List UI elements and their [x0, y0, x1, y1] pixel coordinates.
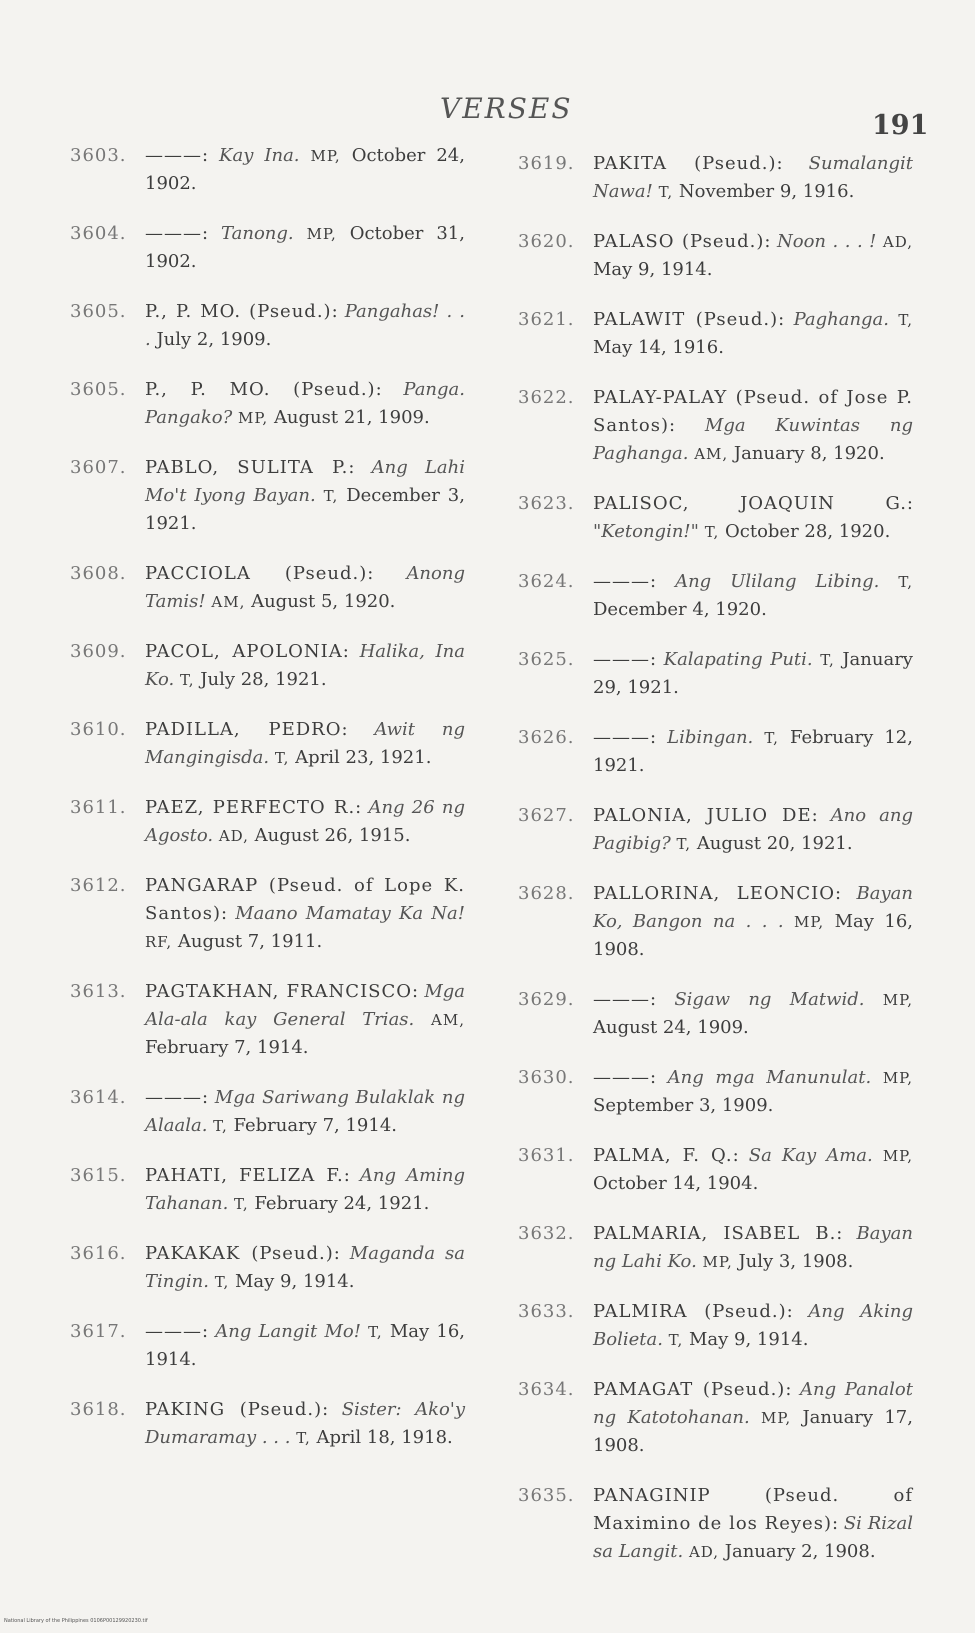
entry-number: 3622. — [518, 387, 575, 408]
entry-title: Pangahas! . . . — [145, 301, 465, 350]
bibliography-entry — [55, 638, 465, 694]
entry-author: P., P. MO. (Pseud.) — [145, 379, 376, 400]
entry-author: ——— — [593, 727, 650, 748]
entry-title: Halika, Ina Ko. — [145, 641, 465, 690]
entry-date: February 7, 1914. — [233, 1115, 398, 1136]
left-column — [55, 142, 465, 1474]
entry-source: T, — [296, 1429, 311, 1447]
entry-date: August 24, 1909. — [593, 1017, 749, 1038]
entry-separator: : — [342, 641, 360, 662]
entry-separator: : — [375, 379, 404, 400]
entry-author: ——— — [593, 989, 650, 1010]
entry-source: T, — [676, 835, 692, 853]
entry-separator: : — [776, 153, 809, 174]
entry-separator: : — [331, 301, 345, 322]
entry-author: PALAWIT (Pseud.) — [593, 309, 779, 330]
entry-author: PALLORINA, LEONCIO — [593, 883, 835, 904]
entry-source: RF, — [145, 933, 173, 951]
entry-number: 3610. — [70, 719, 127, 740]
entry-separator: : — [831, 1513, 844, 1534]
bibliography-entry — [503, 802, 913, 858]
entry-title: Ang Ulilang Libing. — [675, 571, 880, 592]
bibliography-entry — [55, 1318, 465, 1374]
entry-title: Awit ng Mangingisda. — [145, 719, 465, 768]
entry-author: PANGARAP (Pseud. of Lope K. Santos) — [145, 875, 465, 924]
bibliography-entry — [503, 1220, 913, 1276]
entry-date: April 23, 1921. — [295, 747, 432, 768]
entry-author: ——— — [593, 649, 650, 670]
entry-number: 3618. — [70, 1399, 127, 1420]
entry-title: Ang 26 ng Agosto. — [145, 797, 465, 846]
entry-number: 3612. — [70, 875, 127, 896]
entry-number: 3630. — [518, 1067, 575, 1088]
entry-number: 3604. — [70, 223, 127, 244]
right-column — [503, 150, 913, 1588]
entry-title: Mga Kuwintas ng Paghanga. — [593, 415, 913, 464]
entry-title: Sigaw ng Matwid. — [674, 989, 865, 1010]
entry-source: MP, — [306, 225, 337, 243]
bibliography-entry — [55, 1084, 465, 1140]
entry-source: T, — [214, 1273, 230, 1291]
entry-separator: : — [202, 1087, 215, 1108]
entry-separator: : — [650, 989, 675, 1010]
entry-number: 3615. — [70, 1165, 127, 1186]
entry-date: January 2, 1908. — [724, 1541, 876, 1562]
entry-date: July 28, 1921. — [200, 669, 327, 690]
entry-title: Libingan. — [667, 727, 754, 748]
entry-source: MP, — [882, 991, 913, 1009]
entry-number: 3625. — [518, 649, 575, 670]
entry-title: Anong Tamis! — [145, 563, 465, 612]
entry-author: PAKING (Pseud.) — [145, 1399, 323, 1420]
entry-author: PACCIOLA (Pseud.) — [145, 563, 368, 584]
entry-number: 3628. — [518, 883, 575, 904]
bibliography-entry — [503, 228, 913, 284]
entry-title: Tanong. — [221, 223, 294, 244]
entry-title: Ang Aking Bolieta. — [593, 1301, 913, 1350]
bibliography-entry — [503, 880, 913, 964]
entry-author: PANAGINIP (Pseud. of Maximino de los Reyes) — [593, 1485, 913, 1534]
entry-author: P., P. MO. (Pseud.) — [145, 301, 332, 322]
entry-date: July 3, 1908. — [738, 1251, 854, 1272]
entry-source: MP, — [310, 147, 341, 165]
entry-number: 3634. — [518, 1379, 575, 1400]
entry-title: Maganda sa Tingin. — [145, 1243, 465, 1292]
entry-date: May 16, 1914. — [145, 1321, 465, 1370]
entry-title: Paghanga. — [793, 309, 890, 330]
entry-author: PALISOC, JOAQUIN G. — [593, 493, 907, 514]
entry-number: 3608. — [70, 563, 127, 584]
entry-title: Ang Aming Tahanan. — [145, 1165, 466, 1214]
entry-separator: : — [650, 571, 676, 592]
entry-source: T, — [658, 183, 674, 201]
entry-separator: : — [412, 981, 425, 1002]
entry-date: May 16, 1908. — [593, 911, 913, 960]
entry-number: 3635. — [518, 1485, 575, 1506]
entry-title: Si Rizal sa Langit. — [593, 1513, 913, 1562]
entry-number: 3621. — [518, 309, 575, 330]
bibliography-entry — [55, 142, 465, 198]
entry-date: October 28, 1920. — [725, 521, 891, 542]
entry-source: T, — [213, 1117, 228, 1135]
bibliography-entry — [503, 490, 913, 546]
entry-title: Kalapating Puti. — [663, 649, 813, 670]
entry-number: 3617. — [70, 1321, 127, 1342]
entry-source: T, — [179, 671, 195, 689]
entry-title: Bayan Ko, Bangon na . . . — [593, 883, 913, 932]
bibliography-entry — [55, 716, 465, 772]
entry-title: Bayan ng Lahi Ko. — [593, 1223, 913, 1272]
entry-number: 3632. — [518, 1223, 575, 1244]
bibliography-entry — [55, 376, 465, 432]
bibliography-entry — [55, 560, 465, 616]
entry-source: T, — [704, 523, 720, 541]
entry-author: PAEZ, PERFECTO R. — [145, 797, 356, 818]
entry-number: 3623. — [518, 493, 575, 514]
entry-source: MP, — [760, 1409, 792, 1427]
bibliography-entry — [503, 724, 913, 780]
entry-date: October 24, 1902. — [145, 145, 465, 194]
entry-separator: : — [355, 797, 369, 818]
entry-number: 3616. — [70, 1243, 127, 1264]
bibliography-entry — [503, 568, 913, 624]
entry-separator: : — [650, 649, 664, 670]
bibliography-entry — [503, 1482, 913, 1566]
entry-title: Ano ang Pagibig? — [593, 805, 913, 854]
entry-date: February 24, 1921. — [254, 1193, 430, 1214]
entry-source: AM, — [431, 1011, 465, 1029]
entry-author: PALMA, F. Q. — [593, 1145, 733, 1166]
entry-separator: : — [669, 415, 705, 436]
entry-source: T, — [234, 1195, 249, 1213]
entry-date: May 9, 1914. — [593, 259, 713, 280]
bibliography-entry — [55, 454, 465, 538]
entry-number: 3605. — [70, 379, 127, 400]
entry-date: August 21, 1909. — [273, 407, 430, 428]
entry-date: October 31, 1902. — [145, 223, 465, 272]
entry-separator: : — [341, 719, 375, 740]
entry-date: May 9, 1914. — [688, 1329, 809, 1350]
entry-title: Ang Langit Mo! — [215, 1321, 361, 1342]
entry-number: 3605. — [70, 301, 127, 322]
bibliography-entry — [55, 872, 465, 956]
entry-author: ——— — [145, 1087, 202, 1108]
entry-number: 3619. — [518, 153, 575, 174]
entry-title: Mga Ala-ala kay General Trias. — [145, 981, 465, 1030]
entry-source: AD, — [882, 233, 913, 251]
entry-source: MP, — [882, 1069, 913, 1087]
entry-author: ——— — [145, 223, 202, 244]
entry-number: 3620. — [518, 231, 575, 252]
entry-source: MP, — [238, 409, 269, 427]
entry-number: 3633. — [518, 1301, 575, 1322]
entry-date: August 7, 1911. — [177, 931, 323, 952]
entry-separator: : — [764, 231, 777, 252]
page-number: 191 — [872, 110, 929, 141]
bibliography-entry — [503, 1376, 913, 1460]
entry-title: Kay Ina. — [219, 145, 300, 166]
entry-author: PALMARIA, ISABEL B. — [593, 1223, 837, 1244]
entry-separator: : — [906, 493, 913, 514]
entry-date: October 14, 1904. — [593, 1173, 759, 1194]
entry-date: July 2, 1909. — [156, 329, 272, 350]
entry-title: "Ketongin!" — [593, 521, 699, 542]
entry-title: Mga Sariwang Bulaklak ng Alaala. — [145, 1087, 465, 1136]
entry-source: T, — [368, 1323, 383, 1341]
entry-source: AD, — [218, 827, 249, 845]
entry-author: ——— — [593, 1067, 650, 1088]
entry-date: November 9, 1916. — [678, 181, 855, 202]
entry-separator: : — [333, 1243, 350, 1264]
entry-source: MP, — [882, 1147, 913, 1165]
entry-source: AM, — [694, 445, 729, 463]
entry-number: 3631. — [518, 1145, 575, 1166]
entry-source: T, — [274, 749, 290, 767]
entry-date: January 8, 1920. — [733, 443, 885, 464]
entry-separator: : — [202, 223, 222, 244]
entry-number: 3627. — [518, 805, 575, 826]
entry-separator: : — [785, 1379, 801, 1400]
entry-title: Sa Kay Ama. — [748, 1145, 873, 1166]
entry-separator: : — [322, 1399, 342, 1420]
entry-author: PAHATI, FELIZA F. — [145, 1165, 344, 1186]
entry-number: 3609. — [70, 641, 127, 662]
bibliography-entry — [55, 794, 465, 850]
entry-author: PAKAKAK (Pseud.) — [145, 1243, 334, 1264]
entry-date: August 26, 1915. — [254, 825, 411, 846]
entry-title: Ang mga Manunulat. — [667, 1067, 872, 1088]
entry-title: Maano Mamatay Ka Na! — [235, 903, 465, 924]
entry-date: April 18, 1918. — [316, 1427, 453, 1448]
bibliography-entry — [503, 384, 913, 468]
entry-number: 3624. — [518, 571, 575, 592]
entry-author: PACOL, APOLONIA — [145, 641, 343, 662]
entry-author: PADILLA, PEDRO — [145, 719, 342, 740]
bibliography-entry — [503, 1064, 913, 1120]
entry-date: January 29, 1921. — [593, 649, 913, 698]
entry-number: 3626. — [518, 727, 575, 748]
entry-source: T, — [323, 487, 339, 505]
entry-author: ——— — [593, 571, 650, 592]
entry-number: 3603. — [70, 145, 127, 166]
entry-date: January 17, 1908. — [593, 1407, 913, 1456]
entry-separator: : — [348, 457, 372, 478]
entry-date: September 3, 1909. — [593, 1095, 774, 1116]
bibliography-entry — [55, 1396, 465, 1452]
entry-author: ——— — [145, 1321, 202, 1342]
entry-date: February 12, 1921. — [593, 727, 913, 776]
bibliography-entry — [503, 1298, 913, 1354]
bibliography-entry — [55, 220, 465, 276]
entry-source: MP, — [702, 1253, 733, 1271]
bibliography-entry — [55, 298, 465, 354]
entry-separator: : — [732, 1145, 749, 1166]
entry-author: PALONIA, JULIO DE — [593, 805, 812, 826]
entry-author: PABLO, SULITA P. — [145, 457, 349, 478]
entry-source: T, — [898, 311, 913, 329]
entry-number: 3614. — [70, 1087, 127, 1108]
entry-separator: : — [202, 145, 220, 166]
entry-title: Ang Lahi Mo't Iyong Bayan. — [145, 457, 466, 506]
entry-author: PAKITA (Pseud.) — [593, 153, 777, 174]
entry-number: 3613. — [70, 981, 127, 1002]
entry-separator: : — [367, 563, 407, 584]
entry-date: December 4, 1920. — [593, 599, 767, 620]
bibliography-entry — [503, 1142, 913, 1198]
entry-source: T, — [764, 729, 779, 747]
entry-source: T, — [898, 573, 913, 591]
entry-title: Panga. Pangako? — [145, 379, 465, 428]
entry-date: February 7, 1914. — [145, 1037, 309, 1058]
bibliography-entry — [503, 150, 913, 206]
entry-author: PALAY-PALAY (Pseud. of Jose P. Santos) — [593, 387, 913, 436]
entry-separator: : — [650, 727, 668, 748]
entry-author: PAMAGAT (Pseud.) — [593, 1379, 786, 1400]
entry-date: August 20, 1921. — [696, 833, 853, 854]
entry-source: T, — [820, 651, 835, 669]
bibliography-entry — [55, 1162, 465, 1218]
entry-number: 3607. — [70, 457, 127, 478]
entry-date: August 5, 1920. — [251, 591, 396, 612]
entry-source: AD, — [688, 1543, 720, 1561]
entry-separator: : — [221, 903, 236, 924]
entry-separator: : — [650, 1067, 668, 1088]
entry-author: PAGTAKHAN, FRANCISCO — [145, 981, 413, 1002]
entry-separator: : — [786, 1301, 809, 1322]
entry-separator: : — [836, 1223, 857, 1244]
entry-source: AM, — [211, 593, 246, 611]
entry-separator: : — [811, 805, 831, 826]
entry-author: PALMIRA (Pseud.) — [593, 1301, 787, 1322]
entry-title: Ang Panalot ng Katotohanan. — [593, 1379, 913, 1428]
entry-separator: : — [343, 1165, 360, 1186]
scan-footer: National Library of the Philippines 0106P00129920230.tif — [4, 1618, 148, 1624]
entry-date: May 14, 1916. — [593, 337, 724, 358]
entry-separator: : — [202, 1321, 216, 1342]
entry-date: May 9, 1914. — [235, 1271, 355, 1292]
bibliography-entry — [503, 646, 913, 702]
entry-source: MP, — [794, 913, 825, 931]
bibliography-entry — [503, 986, 913, 1042]
bibliography-entry — [55, 1240, 465, 1296]
entry-number: 3611. — [70, 797, 127, 818]
entry-author: ——— — [145, 145, 202, 166]
entry-author: PALASO (Pseud.) — [593, 231, 765, 252]
entry-title: Noon . . . ! — [776, 231, 877, 252]
entry-number: 3629. — [518, 989, 575, 1010]
entry-date: December 3, 1921. — [145, 485, 465, 534]
page-header-title: VERSES — [440, 92, 573, 125]
entry-source: T, — [668, 1331, 684, 1349]
entry-title: Sister: Ako'y Dumaramay . . . — [145, 1399, 465, 1448]
bibliography-entry — [503, 306, 913, 362]
bibliography-entry — [55, 978, 465, 1062]
entry-title: Sumalangit Nawa! — [593, 153, 913, 202]
entry-separator: : — [834, 883, 857, 904]
entry-separator: : — [778, 309, 794, 330]
